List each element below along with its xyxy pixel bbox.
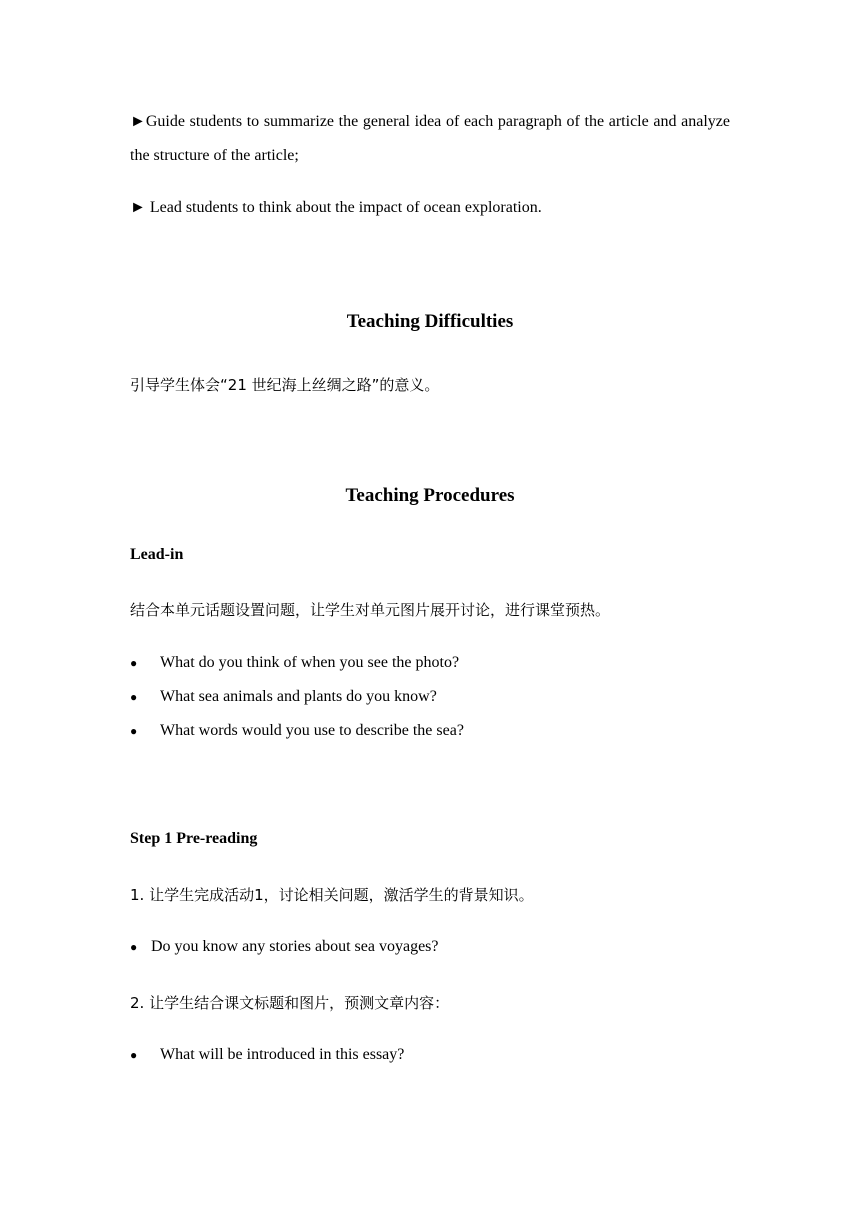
lead-in-intro: 结合本单元话题设置问题，让学生对单元图片展开讨论，进行课堂预热。 [130,601,611,619]
step1-title: Step 1 Pre-reading [130,830,258,847]
list-item [130,938,439,956]
teaching-difficulties-heading: Teaching Difficulties [346,311,514,332]
question-text: Do you know any stories about sea voyages? [151,938,439,955]
bullet-icon: ● [130,724,138,738]
objective-item-1: ►Guide students to summarize the general idea of each paragraph of the article and analyze the structure of the article; [130,113,730,164]
list-item [130,1046,405,1064]
bullet-icon: ● [130,1048,138,1062]
lead-in-title: Lead-in [130,546,184,563]
step1-task-2: 2. 让学生结合课文标题和图片，预测文章内容： [130,994,450,1012]
list-item [130,688,437,706]
step1-task-1: 1. 让学生完成活动1，讨论相关问题，激活学生的背景知识。 [130,886,534,904]
list-item [130,654,460,672]
objective-item-2: ► Lead students to think about the impact of ocean exploration. [130,199,542,216]
question-text: What will be introduced in this essay? [160,1046,405,1063]
teaching-difficulties-text: 引导学生体会“21 世纪海上丝绸之路”的意义。 [130,376,440,394]
bullet-icon: ● [130,656,138,670]
teaching-procedures-heading: Teaching Procedures [345,485,515,506]
question-text: What do you think of when you see the photo? [160,654,460,671]
bullet-icon: ● [130,940,138,954]
list-item [130,722,464,740]
question-text: What words would you use to describe the sea? [160,722,464,739]
question-text: What sea animals and plants do you know? [160,688,437,705]
bullet-icon: ● [130,690,138,704]
